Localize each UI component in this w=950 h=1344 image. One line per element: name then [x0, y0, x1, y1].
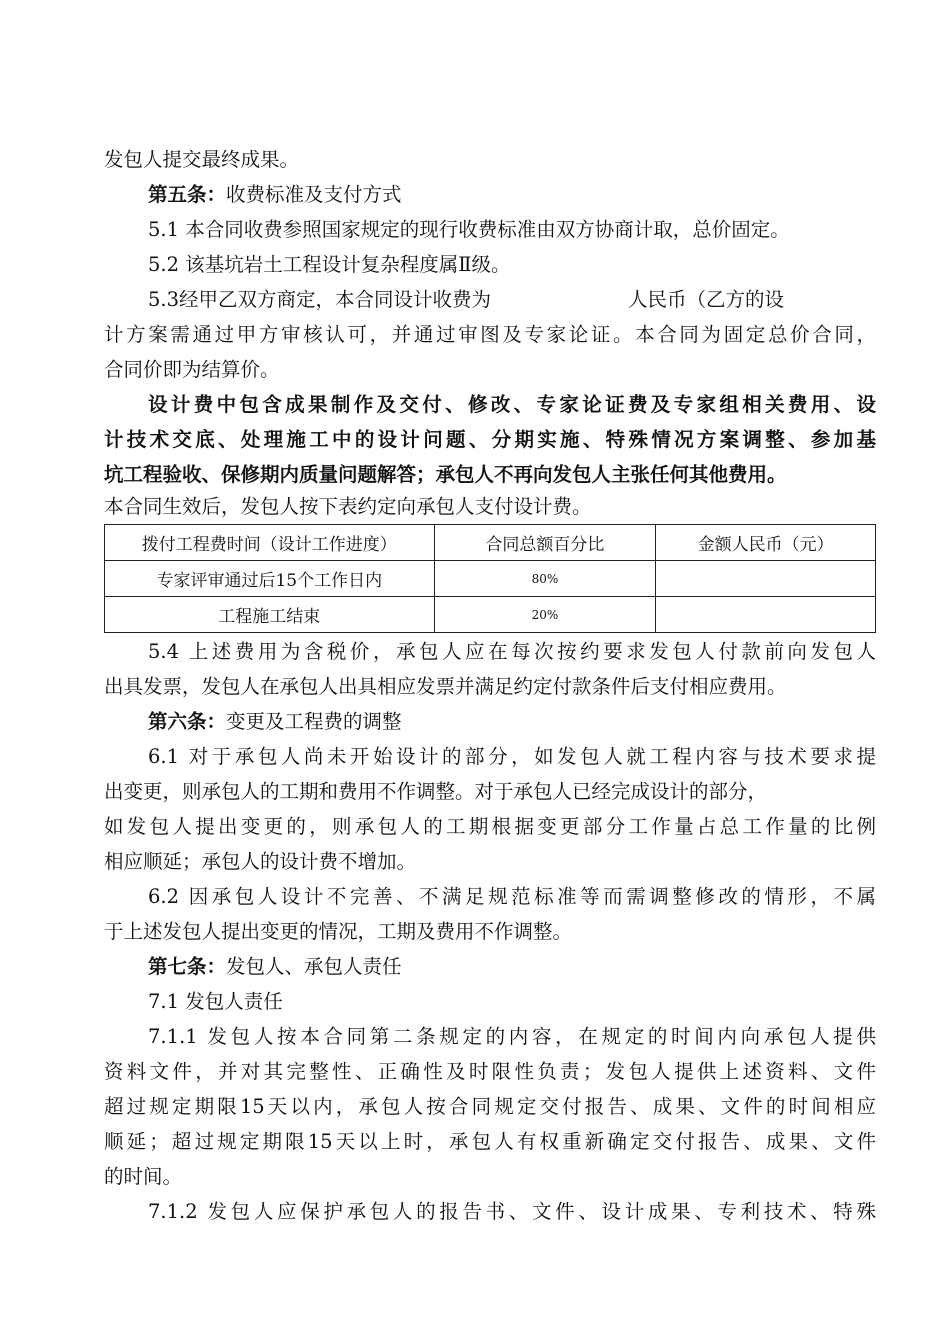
paragraph-line: 如发包人提出变更的，则承包人的工期根据变更部分工作量占总工作量的比例	[104, 815, 876, 838]
payment-schedule-table	[104, 524, 876, 633]
article-6-heading	[104, 704, 876, 739]
table-header-cell: 拨付工程费时间（设计工作进度）	[105, 525, 435, 561]
paragraph-line: 的时间。	[104, 1165, 183, 1188]
table-cell	[656, 561, 876, 597]
paragraph-line: 计方案需通过甲方审核认可，并通过审图及专家论证。本合同为固定总价合同，	[104, 323, 876, 346]
clause-7-1: 7.1 发包人责任	[148, 990, 283, 1013]
clause-5-2: 5.2 该基坑岩土工程设计复杂程度属Ⅱ级。	[148, 253, 511, 276]
paragraph-line: 本合同生效后，发包人按下表约定向承包人支付设计费。	[104, 495, 592, 518]
clause-5-3-end: 人民币（乙方的设	[628, 288, 785, 311]
table-row	[105, 597, 876, 633]
article-5-heading	[104, 177, 876, 212]
article-6-label: 第六条：	[148, 710, 227, 733]
table-cell	[656, 597, 876, 633]
clause-5-3-start: 5.3经甲乙双方商定，本合同设计收费为	[148, 288, 492, 311]
clause-7-1-2: 7.1.2 发包人应保护承包人的报告书、文件、设计成果、专利技术、特殊	[148, 1200, 876, 1223]
table-cell: 工程施工结束	[105, 597, 435, 633]
table-cell: 专家评审通过后15个工作日内	[105, 561, 435, 597]
paragraph-line: 相应顺延；承包人的设计费不增加。	[104, 850, 417, 873]
table-cell: 80%	[434, 561, 656, 597]
article-7-title: 发包人、承包人责任	[226, 955, 402, 978]
paragraph-line: 顺延；超过规定期限15天以上时，承包人有权重新确定交付报告、成果、文件	[104, 1130, 876, 1153]
paragraph-line: 超过规定期限15天以内，承包人按合同规定交付报告、成果、文件的时间相应	[104, 1095, 876, 1118]
article-7-label: 第七条：	[148, 955, 227, 978]
clause-5-1: 5.1 本合同收费参照国家规定的现行收费标准由双方协商计取，总价固定。	[148, 218, 790, 241]
document-page	[104, 142, 876, 1229]
fee-scope-bold-line: 计技术交底、处理施工中的设计问题、分期实施、特殊情况方案调整、参加基	[104, 428, 876, 451]
table-header-row	[105, 525, 876, 561]
table-header-cell: 金额人民币（元）	[656, 525, 876, 561]
fee-scope-bold-line: 设计费中包含成果制作及交付、修改、专家论证费及专家组相关费用、设	[148, 393, 876, 416]
paragraph-line: 于上述发包人提出变更的情况，工期及费用不作调整。	[104, 920, 573, 943]
article-5-label: 第五条：	[148, 183, 227, 206]
article-6-title: 变更及工程费的调整	[226, 710, 402, 733]
clause-6-2: 6.2 因承包人设计不完善、不满足规范标准等而需调整修改的情形，不属	[148, 885, 876, 908]
table-header-cell: 合同总额百分比	[434, 525, 656, 561]
paragraph-line: 合同价即为结算价。	[104, 358, 280, 381]
table-row	[105, 561, 876, 597]
clause-5-4: 5.4 上述费用为含税价，承包人应在每次按约要求发包人付款前向发包人	[148, 640, 876, 663]
fee-scope-bold-line: 坑工程验收、保修期内质量问题解答；承包人不再向发包人主张任何其他费用。	[104, 463, 787, 486]
paragraph-line: 资料文件，并对其完整性、正确性及时限性负责；发包人提供上述资料、文件	[104, 1060, 876, 1083]
clause-6-1: 6.1 对于承包人尚未开始设计的部分，如发包人就工程内容与技术要求提	[148, 745, 876, 768]
article-5-title: 收费标准及支付方式	[226, 183, 402, 206]
paragraph-line: 出变更，则承包人的工期和费用不作调整。对于承包人已经完成设计的部分，	[104, 780, 768, 803]
article-7-heading	[104, 949, 876, 984]
clause-7-1-1: 7.1.1 发包人按本合同第二条规定的内容，在规定的时间内向承包人提供	[148, 1025, 876, 1048]
table-cell: 20%	[434, 597, 656, 633]
paragraph-line: 出具发票，发包人在承包人出具相应发票并满足约定付款条件后支付相应费用。	[104, 675, 787, 698]
clause-5-3	[104, 282, 876, 317]
paragraph-line: 发包人提交最终成果。	[104, 148, 300, 171]
